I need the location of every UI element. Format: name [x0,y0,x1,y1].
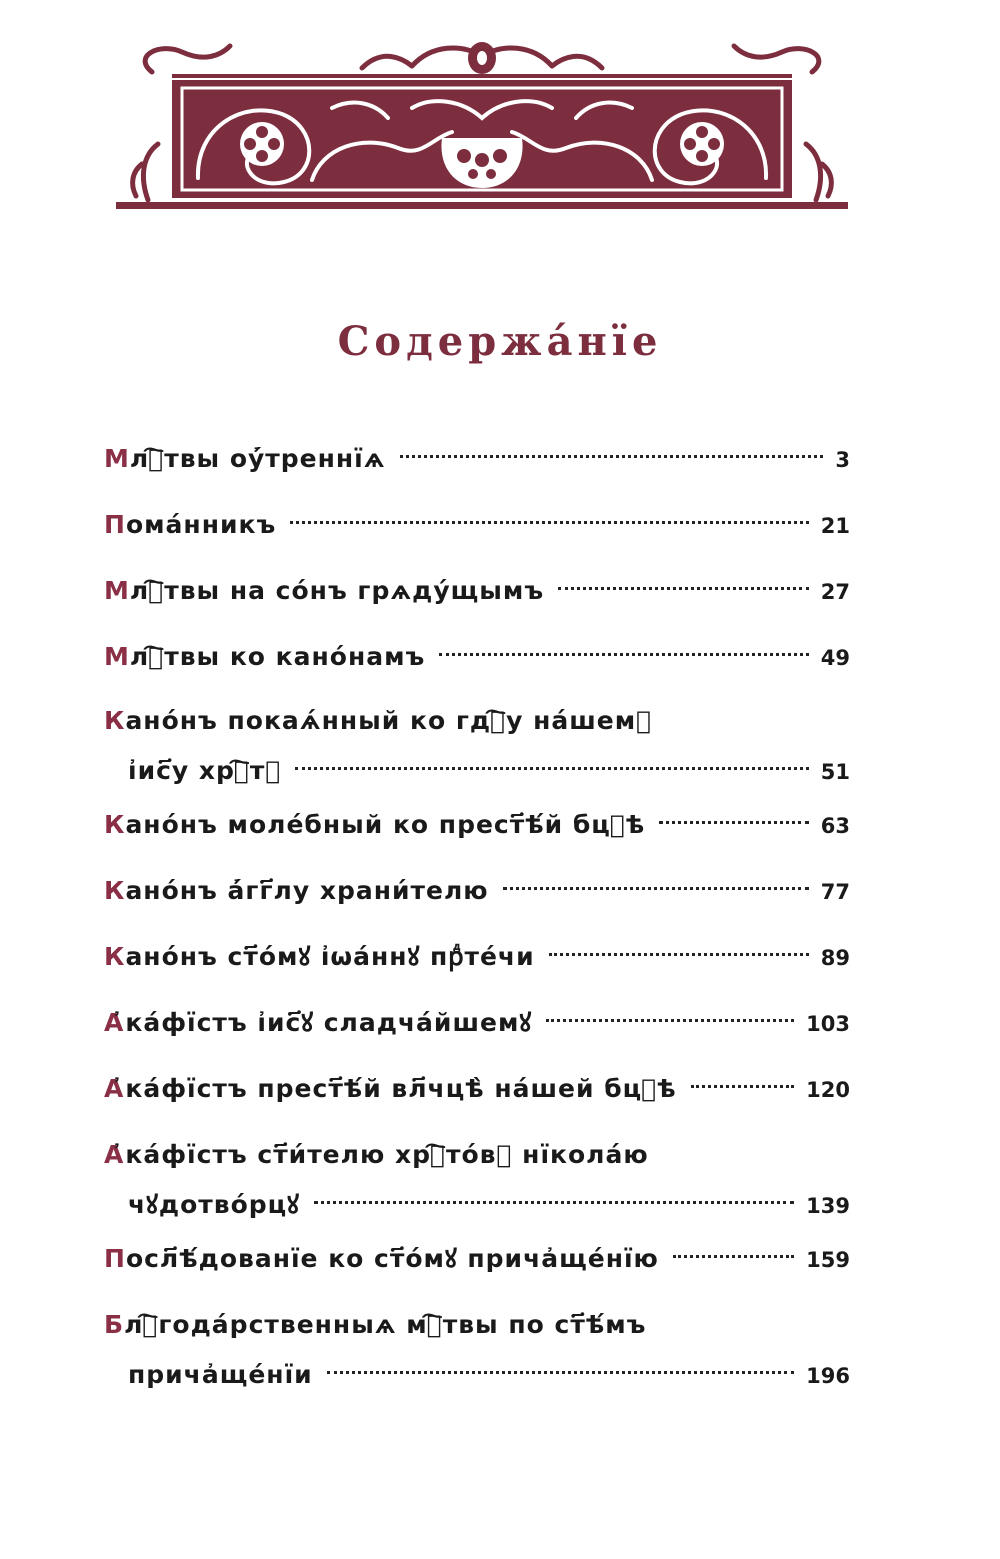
dot-leader [400,454,824,458]
toc-entry[interactable] [104,866,850,916]
page-number: 27 [820,580,850,604]
entry-title: ома́нникъ [125,510,277,539]
entry-title: ҆ка́фїстъ і҆ис҃ꙋ сладча́йшемꙋ [124,1008,533,1037]
toc-entry[interactable] [104,696,850,796]
page-number: 103 [806,1012,850,1036]
toc-entry[interactable] [104,1130,850,1230]
dot-leader [503,886,809,890]
entry-title: ҆ка́фїстъ прест҃ѣ́й вл҃чцѣ̀ на́шей бцⷣѣ [124,1074,677,1103]
entry-initial: А [104,1140,125,1169]
toc-entry[interactable] [104,632,850,682]
entry-title: ҆ка́фїстъ ст҃и́телю хрⷭ҇то́вꙋ нїкола́ю [124,1140,649,1169]
dot-leader [659,820,809,824]
entry-title: осл҃ѣ́дованїе ко ст҃о́мꙋ прича҆ще́нїю [125,1244,659,1273]
dot-leader [546,1018,794,1022]
entry-title: ано́нъ а҆́гг҃лу храни́телю [125,876,489,905]
toc-entry[interactable] [104,1300,850,1400]
page-number: 89 [820,946,850,970]
page-number: 51 [820,760,850,784]
page-number: 3 [835,448,850,472]
entry-initial: К [104,810,126,839]
dot-leader [691,1084,795,1088]
toc-entry[interactable] [104,500,850,550]
page-number: 196 [806,1364,850,1388]
dot-leader [558,586,809,590]
dot-leader [439,652,808,656]
toc-entry[interactable] [104,434,850,484]
entry-initial: М [104,576,130,605]
page-number: 63 [820,814,850,838]
entry-initial: А [104,1074,125,1103]
entry-title: лⷭ҇твы ко кано́намъ [129,642,426,671]
page-number: 21 [820,514,850,538]
toc-entry[interactable] [104,800,850,850]
page-number: 77 [820,880,850,904]
entry-initial: П [104,510,126,539]
entry-initial: А [104,1008,125,1037]
toc-entry[interactable] [104,566,850,616]
entry-initial: П [104,1244,126,1273]
entry-initial: К [104,876,126,905]
page-title: Содержа́нїе [337,318,663,365]
entry-title: лⷢ҇года́рственныѧ мⷧ҇твы по ст҃ѣ́мъ [124,1310,647,1339]
entry-title: ано́нъ моле́бный ко прест҃ѣ́й бцⷣѣ [125,810,646,839]
entry-initial: К [104,942,126,971]
dot-leader [290,520,809,524]
toc-entry[interactable] [104,1064,850,1114]
entry-title-continuation: прича҆ще́нїи [128,1360,313,1389]
entry-initial: М [104,642,130,671]
toc-entry[interactable] [104,1234,850,1284]
dot-leader [549,952,809,956]
page-number: 120 [806,1078,850,1102]
entry-title-continuation: чꙋдотво́рцꙋ [128,1190,300,1219]
ornamental-headpiece [112,38,852,214]
entry-title: ано́нъ покаѧ́нный ко гдⷭ҇у на́шемꙋ [125,706,653,735]
dot-leader [327,1370,794,1374]
entry-title: ано́нъ ст҃о́мꙋ і҆ѡа́ннꙋ прⷣте́чи [125,942,535,971]
page-number: 49 [820,646,850,670]
entry-initial: Б [104,1310,125,1339]
entry-title-continuation: і҆ис҃у хрⷭ҇тꙋ [128,756,282,785]
toc-entry[interactable] [104,932,850,982]
toc-entry[interactable] [104,998,850,1048]
entry-title: лⷭ҇твы оу҆́треннїѧ [129,444,386,473]
page-number: 159 [806,1248,850,1272]
entry-initial: М [104,444,130,473]
entry-initial: К [104,706,126,735]
dot-leader [673,1254,794,1258]
dot-leader [314,1200,794,1204]
dot-leader [295,766,808,770]
entry-title: лⷭ҇твы на со́нъ грѧду́щымъ [129,576,545,605]
page-number: 139 [806,1194,850,1218]
